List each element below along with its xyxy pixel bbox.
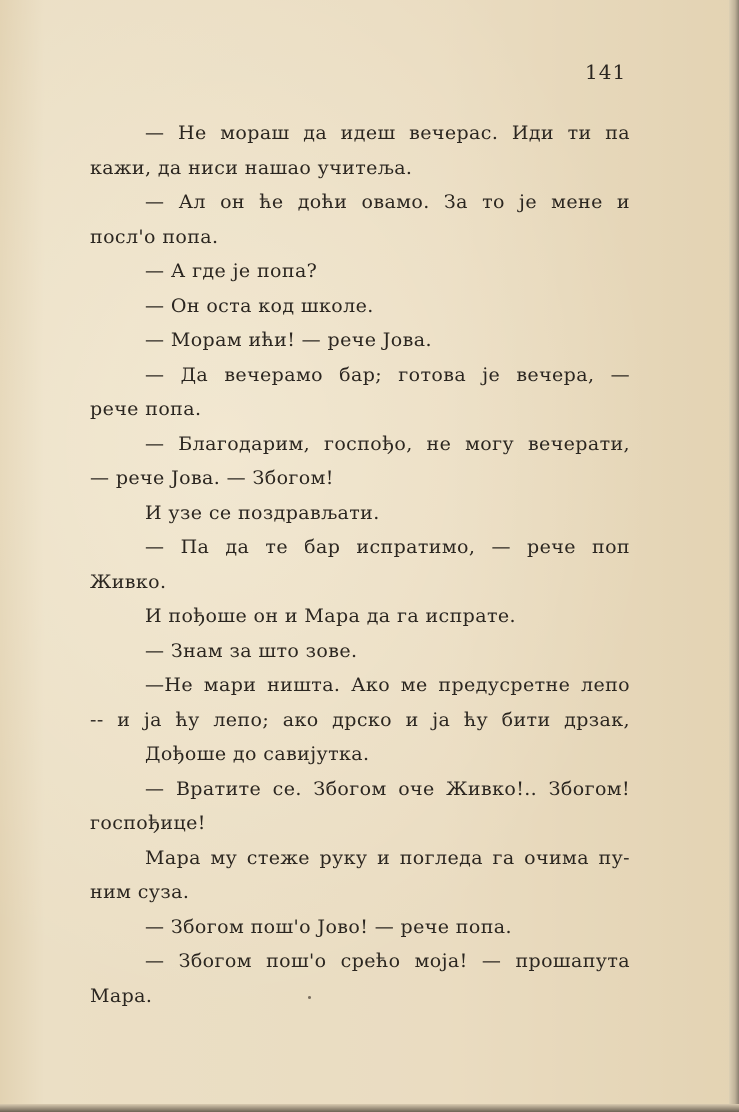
text-line: Живко. [90, 570, 167, 593]
text-line: госпођице! [90, 812, 206, 834]
text-line: кажи, да ниси нашао учитеља. [90, 156, 413, 179]
text-line: рече попа. [90, 398, 202, 420]
paper-speck [308, 996, 311, 999]
text-line: -- и ја ћу лепо; ако дрско и ја ћу бити дрзак, [90, 708, 630, 731]
page-edge-right [729, 0, 739, 1112]
text-line: — Збогом пош'о срећо моја! — прошапута [145, 950, 630, 972]
text-line: И узе се поздрављати. [145, 501, 380, 524]
text-line: — Ал он ће доћи овамо. За то је мене и [145, 191, 630, 213]
text-line: — Благодарим, госпођо, не могу вечерати, [145, 432, 630, 455]
text-line: посл'о попа. [90, 225, 219, 248]
text-line: — Не мораш да идеш вечерас. Иди ти па [145, 122, 630, 144]
text-line: — Он оста код школе. [145, 294, 374, 317]
text-line: И пођоше он и Мара да га испрате. [145, 605, 516, 627]
text-line: ним суза. [90, 881, 190, 903]
text-line: — Морам ићи! — рече Јова. [145, 329, 432, 351]
text-line: —Не мари ништа. Ако ме предусретне лепо [145, 674, 630, 696]
text-line: — Да вечерамо бар; готова је вечера, — [145, 363, 630, 386]
page-text [90, 116, 630, 1013]
text-line: — Збогом пош'о Јово! — рече попа. [145, 915, 512, 938]
text-line: — Знам за што зове. [145, 639, 358, 662]
text-line: — Вратите се. Збогом оче Живко!.. Збогом! [145, 777, 630, 800]
text-line: — рече Јова. — Збогом! [90, 467, 334, 489]
page-edge-bottom [0, 1104, 739, 1112]
text-line: Дођоше до савијутка. [145, 743, 370, 765]
text-line: Мара му стеже руку и погледа га очима пу- [145, 846, 630, 869]
page-number: 141 [585, 60, 627, 84]
text-line: Мара. [90, 984, 153, 1007]
text-line: — А где је попа? [145, 260, 318, 282]
text-line: — Па да те бар испратимо, — рече поп [145, 536, 630, 558]
